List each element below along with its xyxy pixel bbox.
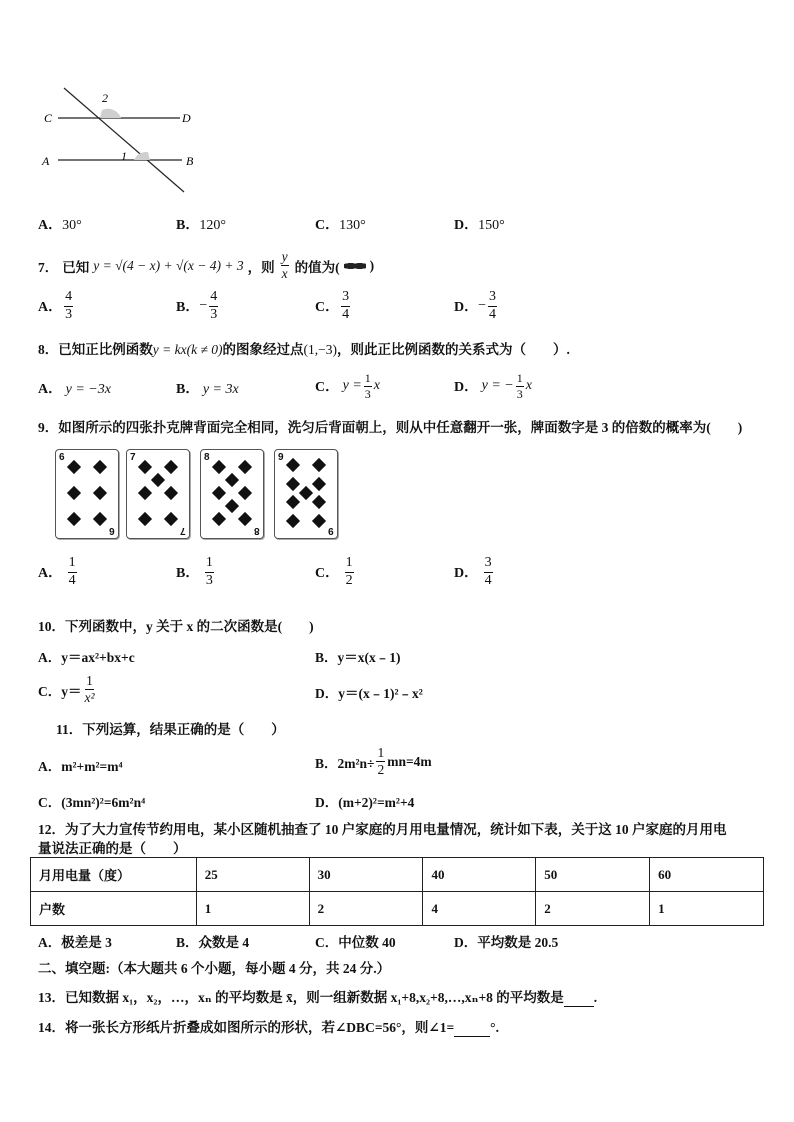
usage-table (30, 857, 764, 926)
q12-option-b[interactable]: B．众数是 4 (176, 935, 250, 950)
q12-stem-line1: 12．为了大力宣传节约用电，某小区随机抽查了 10 户家庭的月用电量情况，统计如下表，关于这 10 户家庭的月用电 (38, 822, 727, 837)
q11-option-c[interactable]: C．(3mn²)²=6m²n⁴ (38, 795, 146, 810)
q10-option-d[interactable]: D．y＝(x﹣1)²﹣x² (315, 686, 423, 701)
q8-option-b[interactable]: B． y = 3x (176, 382, 239, 397)
playing-card-8: 8 8 (200, 449, 264, 539)
table-cell: 1 (196, 892, 309, 926)
label-A: A (42, 154, 50, 168)
q10-option-b[interactable]: B．y＝x(x﹣1) (315, 650, 401, 665)
q6-option-c[interactable]: C．130° (315, 218, 366, 233)
q7-equation: y = √(4 − x) + √(x − 4) + 3 (93, 257, 244, 273)
q9-option-a[interactable]: A． $\frac{1}{4}$ (38, 555, 76, 588)
q12-option-c[interactable]: C．中位数 40 (315, 935, 396, 950)
q9-option-b[interactable]: B． $\frac{1}{3}$ (176, 555, 213, 588)
playing-card-9: 9 9 (274, 449, 338, 539)
q6-option-d[interactable]: D．150° (454, 218, 505, 233)
label-D: D (182, 111, 191, 125)
table-row (31, 858, 764, 892)
transversal (64, 88, 184, 192)
q8-option-d[interactable]: D． y = − $\frac{1}{3}$ x (454, 371, 532, 401)
q10-option-a[interactable]: A．y＝ax²+bx+c (38, 650, 135, 665)
label-B: B (186, 154, 194, 168)
label-C: C (44, 111, 53, 125)
q11-option-b[interactable]: B．2m²n÷ $\frac{1}{2}$ mn=4m (315, 745, 432, 778)
q14-stem: 14．将一张长方形纸片折叠成如图所示的形状，若∠DBC=56°，则∠1= °. (38, 1020, 499, 1035)
q7-option-b[interactable]: B． − $\frac{4}{3}$ (176, 289, 218, 322)
table-cell: 40 (423, 858, 536, 892)
table-cell: 4 (423, 892, 536, 926)
q11-option-d[interactable]: D．(m+2)²=m²+4 (315, 795, 415, 810)
table-cell: 月用电量（度） (31, 858, 197, 892)
q7-fraction: $\frac{y}{x}$ (281, 249, 288, 282)
q6-option-b[interactable]: B．120° (176, 218, 226, 233)
playing-card-6: 6 6 (55, 449, 119, 539)
table-cell: 30 (309, 858, 423, 892)
q7-stem: 7． 已知 y = √(4 − x) + √(x − 4) + 3 ，则 $\frac{y}{x}$ 的值为( ) (38, 249, 375, 282)
q11-stem: 11．下列运算，结果正确的是（ ） (56, 722, 285, 737)
q9-option-d[interactable]: D． $\frac{3}{4}$ (454, 555, 492, 588)
q7-option-c[interactable]: C． $\frac{3}{4}$ (315, 289, 350, 322)
table-row (31, 892, 764, 926)
section-heading: 二、填空题:（本大题共 6 个小题，每小题 4 分，共 24 分.） (38, 961, 391, 976)
q12-stem-line2: 量说法正确的是（ ） (38, 841, 187, 856)
q12-option-a[interactable]: A．极差是 3 (38, 935, 112, 950)
q7-option-d[interactable]: D． − $\frac{3}{4}$ (454, 289, 497, 322)
q12-option-d[interactable]: D．平均数是 20.5 (454, 935, 559, 950)
table-cell: 25 (196, 858, 309, 892)
q13-stem: 13．已知数据 x₁，x₂，…，xₙ 的平均数是 x̄，则一组新数据 x₁+8,x₂+8,…,xₙ+8 的平均数是 . (38, 990, 598, 1005)
table-cell: 户数 (31, 892, 197, 926)
q8-option-a[interactable]: A． y = −3x (38, 382, 111, 397)
answer-blank[interactable] (564, 990, 594, 1007)
q8-option-c[interactable]: C． y = $\frac{1}{3}$ x (315, 371, 381, 401)
q9-stem: 9．如图所示的四张扑克牌背面完全相同，洗匀后背面朝上，则从中任意翻开一张，牌面数字是 3 的倍数的概率为( ) (38, 420, 743, 435)
angle-2-arc (100, 109, 121, 118)
playing-card-7: 7 7 (126, 449, 190, 539)
table-cell: 50 (536, 858, 650, 892)
q6-option-a[interactable]: A．30° (38, 218, 82, 233)
q7-option-a[interactable]: A． $\frac{4}{3}$ (38, 289, 73, 322)
parallel-lines-figure (30, 80, 220, 200)
q10-stem: 10．下列函数中，y 关于 x 的二次函数是( ) (38, 619, 314, 634)
table-cell: 2 (536, 892, 650, 926)
label-angle-1: 1 (121, 149, 127, 163)
q10-option-c[interactable]: C．y＝ $\frac{1}{\text{x²}}$ (38, 673, 95, 706)
answer-blank[interactable] (454, 1020, 490, 1037)
table-cell: 2 (309, 892, 423, 926)
angle-1-arc (134, 152, 150, 160)
q8-stem: 8．已知正比例函数y = kx(k ≠ 0)的图象经过点(1,−3)，则此正比例函数的关系式为（ ）. (38, 342, 570, 357)
table-cell: 60 (650, 858, 764, 892)
label-angle-2: 2 (102, 91, 108, 105)
q9-option-c[interactable]: C． $\frac{1}{2}$ (315, 555, 353, 588)
q11-option-a[interactable]: A．m²+m²=m⁴ (38, 759, 123, 774)
redacted-mark (344, 261, 366, 271)
table-cell: 1 (650, 892, 764, 926)
